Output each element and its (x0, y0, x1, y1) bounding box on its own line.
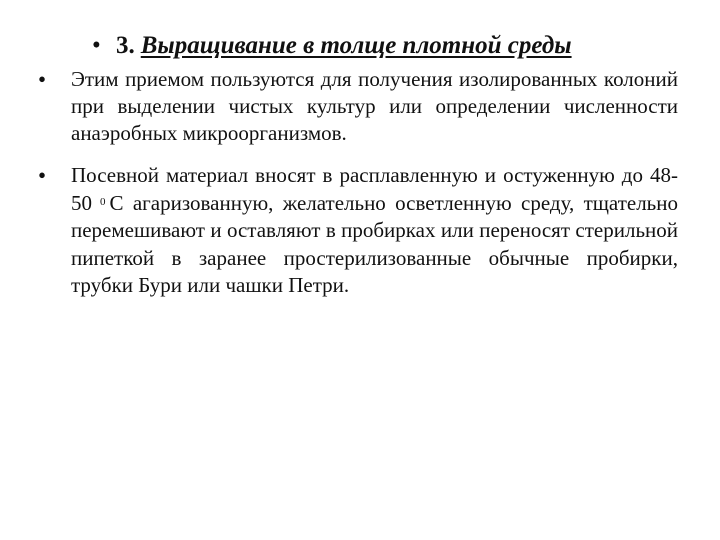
bullet-text-part-1: Посевной материал вносят в расплавленную и остуженную до 48-50 (71, 163, 678, 216)
bullet-item-1 (38, 66, 678, 148)
title-number: 3. (116, 32, 135, 59)
bullet-text (71, 162, 678, 299)
bullet-text-part-2: С агаризованную, желательно осветленную среду, тщательно перемешивают и оставляют в пробирках или переносят стерильной пипеткой в заранее простерилизованные обычные пробирки, трубки Бури или чашки Петри. (71, 191, 678, 297)
bullet-text: Этим приемом пользуются для получения изолированных колоний при выделении чистых культур или определении численности анаэробных микроорганизмов. (71, 67, 678, 146)
title-bullet: • (92, 32, 101, 59)
degree-superscript: 0 (100, 196, 106, 209)
bullet-marker: • (38, 163, 47, 188)
bullet-marker: • (38, 67, 47, 92)
title-text: Выращивание в толще плотной среды (140, 32, 572, 59)
bullet-item-2 (38, 162, 678, 299)
slide-title (92, 28, 692, 64)
